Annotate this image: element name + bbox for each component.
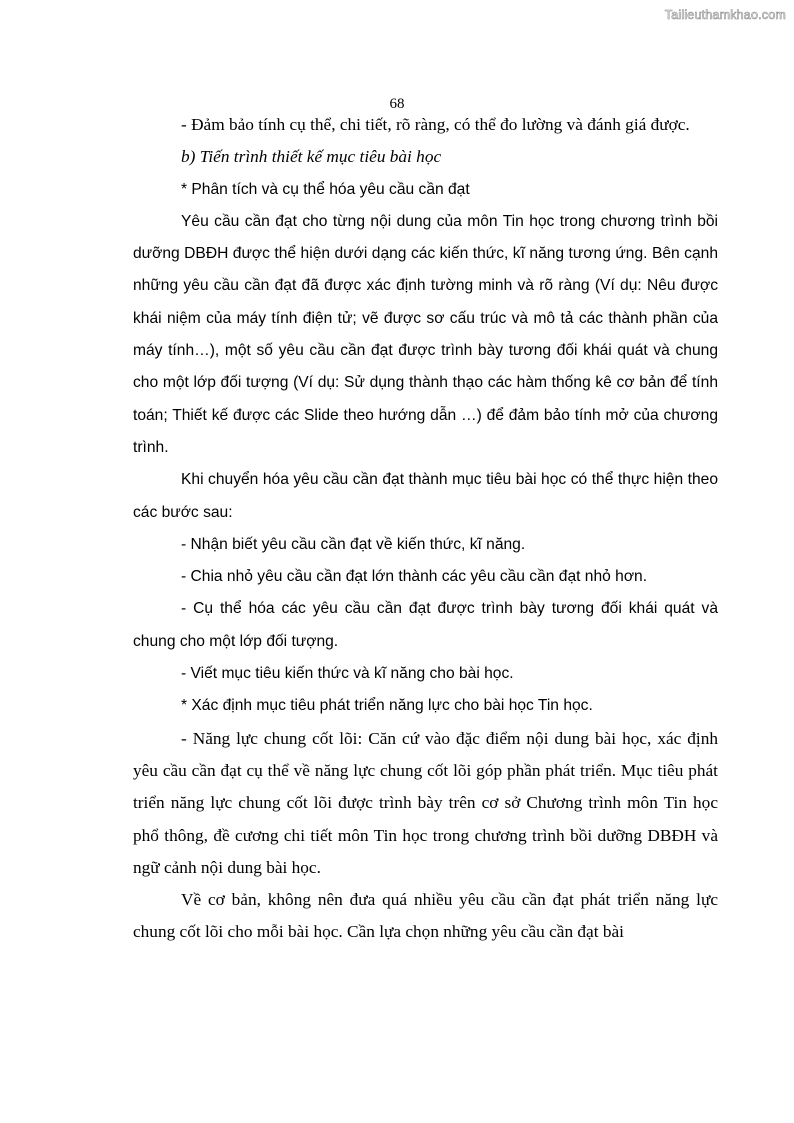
subheading-competency: * Xác định mục tiêu phát triển năng lực cho bài học Tin học.	[181, 697, 593, 715]
list-item-divide: - Chia nhỏ yêu cầu cần đạt lớn thành các yêu cầu cần đạt nhỏ hơn.	[181, 568, 648, 586]
paragraph-core-competency: - Năng lực chung cốt lõi: Căn cứ vào đặc điểm nội dung bài học, xác định yêu cầu cần đạt cụ thể về năng lực chung cốt lõi góp phần phát triển. Mục tiêu phát triển năng lực chung cốt lõi được trình bày trên cơ sở Chương trình môn Tin học phổ thông, đề cương chi tiết môn Tin học trong chương trình bồi dưỡng DBĐH và ngữ cảnh nội dung bài học.	[133, 728, 718, 877]
paragraph-criteria: - Đảm bảo tính cụ thể, chi tiết, rõ ràng, có thể đo lường và đánh giá được.	[181, 115, 690, 134]
list-item-concretize: - Cụ thể hóa các yêu cầu cần đạt được trình bày tương đối khái quát và chung cho một lớp đối tượng.	[133, 600, 718, 650]
paragraph-conversion: Khi chuyển hóa yêu cầu cần đạt thành mục tiêu bài học có thể thực hiện theo các bước sau:	[133, 471, 718, 521]
paragraph-basics: Về cơ bản, không nên đưa quá nhiều yêu cầu cần đạt phát triển năng lực chung cốt lõi cho mỗi bài học. Cần lựa chọn những yêu cầu cần đạt bài	[133, 890, 718, 942]
subheading-analysis: * Phân tích và cụ thể hóa yêu cầu cần đạt	[181, 180, 470, 198]
paragraph-requirements: Yêu cầu cần đạt cho từng nội dung của môn Tin học trong chương trình bồi dưỡng DBĐH được thể hiện dưới dạng các kiến thức, kĩ năng tương ứng. Bên cạnh những yêu cầu cần đạt đã được xác định tường minh và rõ ràng (Ví dụ: Nêu được khái niệm của máy tính điện tử; vẽ được sơ cấu trúc và mô tả các thành phần của máy tính…), một số yêu cầu cần đạt được trình bày tương đối khái quát và chung cho một lớp đối tượng (Ví dụ: Sử dụng thành thạo các hàm thống kê cơ bản để tính toán; Thiết kế được các Slide theo hướng dẫn …) để đảm bảo tính mở của chương trình.	[133, 212, 718, 456]
list-item-identify: - Nhận biết yêu cầu cần đạt về kiến thức, kĩ năng.	[181, 535, 526, 553]
document-body	[133, 109, 718, 949]
page-number: 68	[389, 96, 405, 112]
watermark-text: Tailieuthamkhao.com	[664, 8, 786, 22]
list-item-write: - Viết mục tiêu kiến thức và kĩ năng cho bài học.	[181, 665, 514, 683]
section-heading-b: b) Tiến trình thiết kế mục tiêu bài học	[181, 147, 442, 167]
